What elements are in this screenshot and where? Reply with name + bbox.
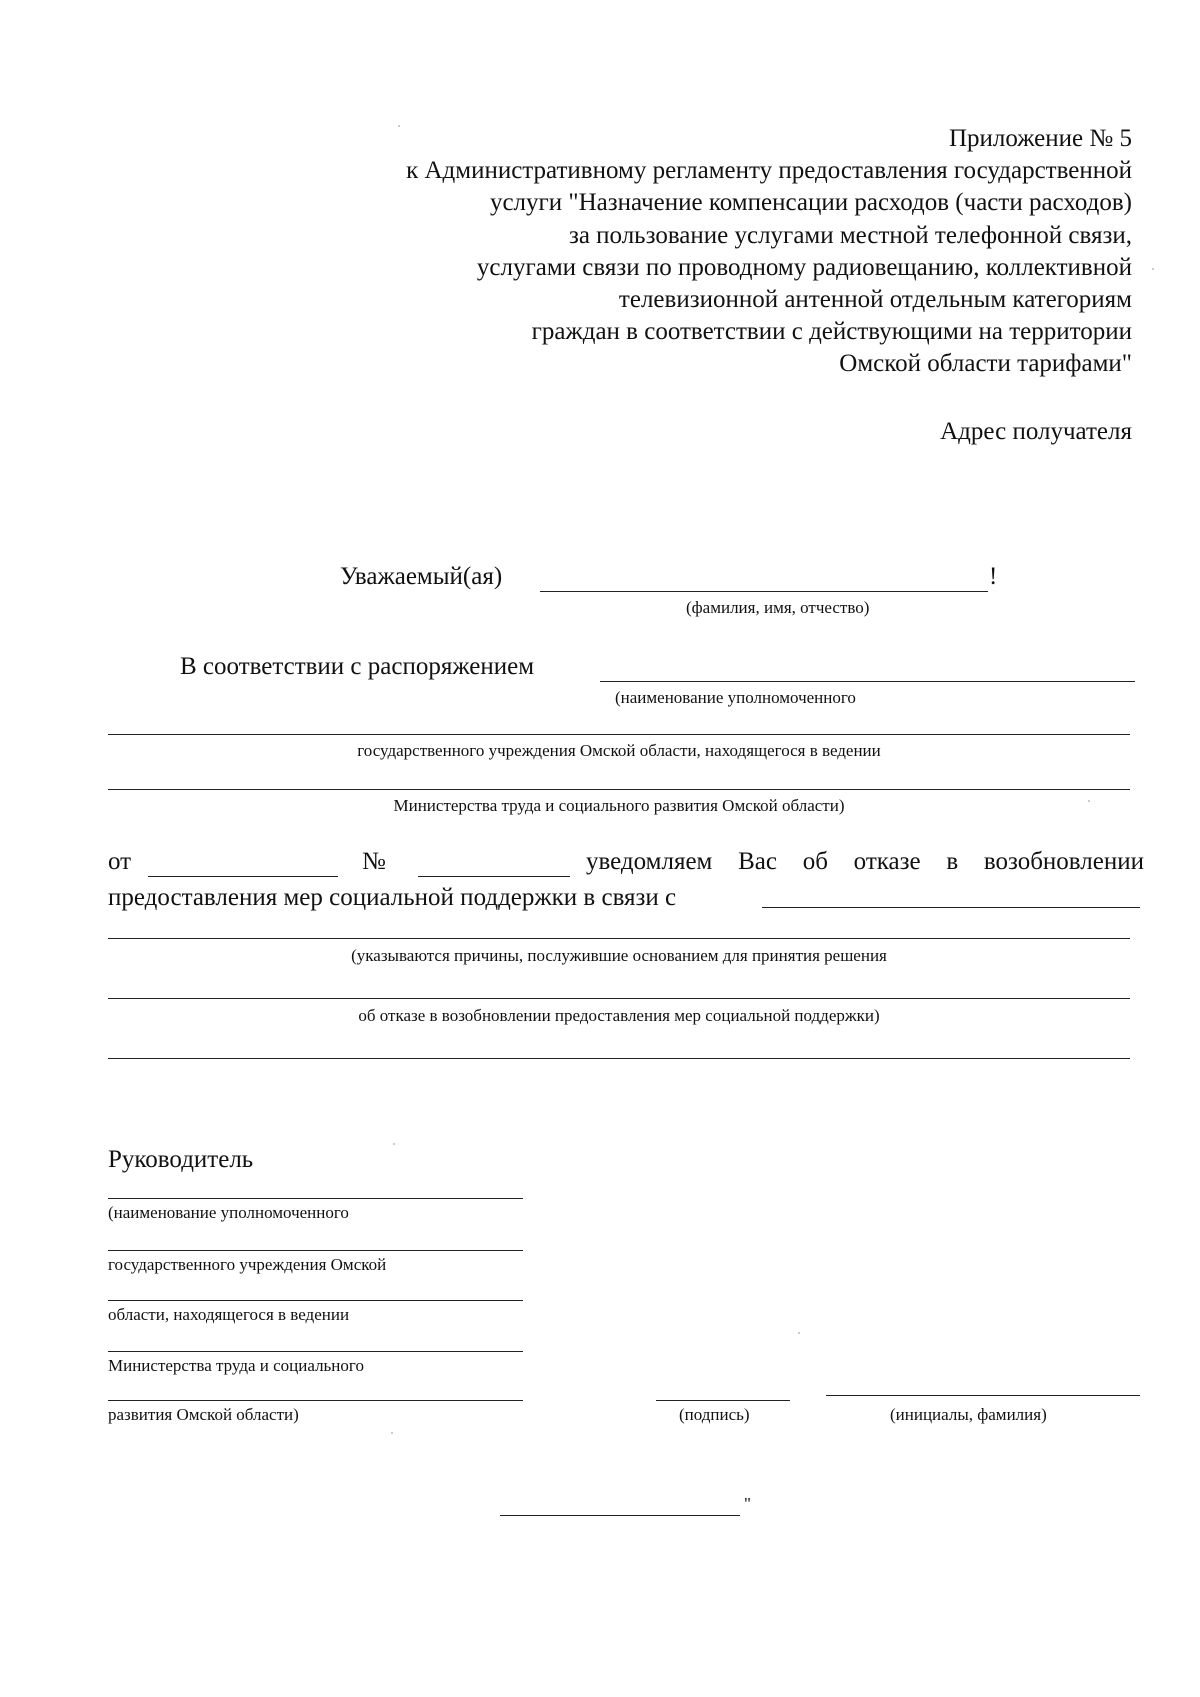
header-line: услугами связи по проводному радиовещанию, коллективной [476,253,1132,281]
decree-hint-1: (наименование уполномоченного [615,688,856,707]
appendix-header [232,123,1132,381]
notice-word: в [946,848,959,875]
initials-field[interactable] [826,1395,1140,1396]
signature-field[interactable] [656,1400,790,1401]
decree-field[interactable] [600,681,1135,682]
reason-field-3[interactable] [108,998,1130,999]
notice-word: отказе [853,848,921,875]
header-line: Омской области тарифами" [839,350,1132,378]
scan-speck [798,1332,800,1334]
scan-speck [391,1432,393,1434]
notice-from: от [108,848,132,875]
greeting-hint: (фамилия, имя, отчество) [686,598,870,617]
notice-word: об [802,848,828,875]
notice-word: уведомляем [586,848,713,875]
sign-block-line [108,1250,523,1251]
sign-block-text: Министерства труда и социального [108,1356,364,1375]
sign-block-line [108,1198,523,1199]
notice-number-sign: № [362,848,386,875]
head-title: Руководитель [108,1146,254,1173]
greeting-exclamation: ! [989,563,998,590]
signature-hint: (подпись) [679,1405,750,1424]
header-line: граждан в соответствии с действующими на территории [531,318,1132,346]
recipient-address-label: Адрес получателя [940,418,1132,445]
institution-field[interactable] [108,734,1130,735]
notice-line-2: предоставления мер социальной поддержки в связи с [108,884,677,911]
decree-hint-3: Министерства труда и социального развития Омской области) [393,796,845,815]
scan-speck [398,125,400,127]
reason-field-4[interactable] [108,1058,1130,1059]
appendix-number: Приложение № 5 [948,125,1132,152]
greeting-prefix: Уважаемый(ая) [340,563,503,590]
notice-line-1 [586,847,1144,877]
reason-field[interactable] [762,907,1140,908]
sign-block-text: области, находящегося в ведении [108,1305,350,1324]
scan-speck [1152,268,1154,270]
sign-block-text: (наименование уполномоченного [108,1203,349,1222]
scan-speck [393,1143,395,1145]
initials-hint: (инициалы, фамилия) [890,1405,1047,1424]
decree-hint-2: государственного учреждения Омской области, находящегося в ведении [357,741,881,760]
sign-block-line [108,1400,523,1401]
header-line: к Административному регламенту предоставления государственной [406,157,1132,185]
scan-speck [1088,800,1090,802]
notice-word: Вас [738,848,777,875]
institution-field-2[interactable] [108,789,1130,790]
sign-block-line [108,1300,523,1301]
header-line: за пользование услугами местной телефонной связи, [568,221,1132,249]
header-line: услуги "Назначение компенсации расходов (части расходов) [489,189,1132,217]
reason-field-2[interactable] [108,938,1130,939]
sign-block-line [108,1351,523,1352]
recipient-name-field[interactable] [540,591,988,592]
notice-hint-1: (указываются причины, послужившие основанием для принятия решения [351,946,887,965]
decree-prefix: В соответствии с распоряжением [180,653,535,680]
date-quote: " [744,1494,751,1513]
header-line: телевизионной антенной отдельным категориям [618,286,1132,314]
sign-block-text: развития Омской области) [108,1405,299,1424]
date-signature-field[interactable] [500,1515,740,1516]
number-field[interactable] [418,876,570,877]
notice-hint-2: об отказе в возобновлении предоставления мер социальной поддержки) [358,1006,880,1025]
notice-word: возобновлении [983,848,1144,875]
date-field[interactable] [148,876,338,877]
sign-block-text: государственного учреждения Омской [108,1255,387,1274]
